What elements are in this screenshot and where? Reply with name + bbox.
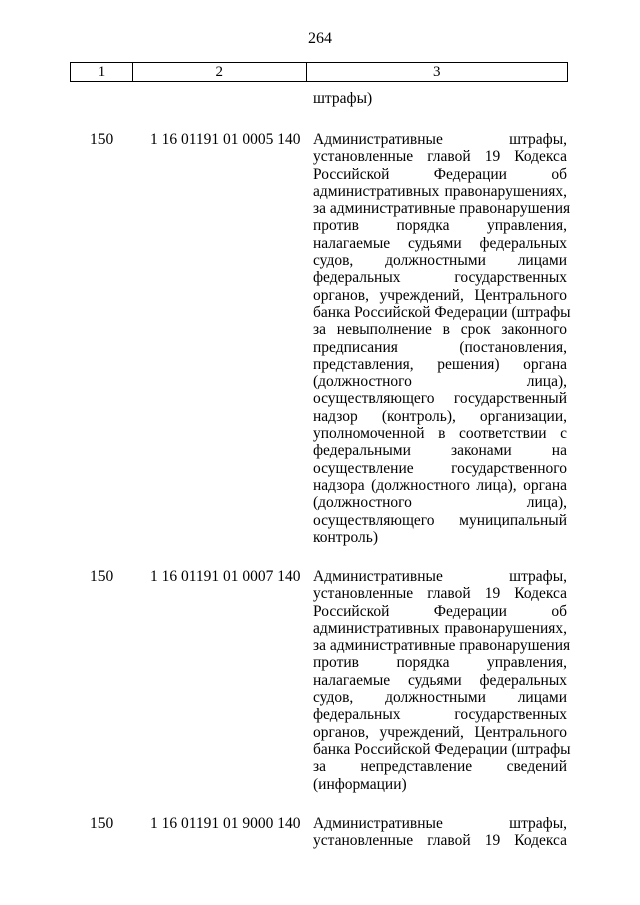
column-header-table [70, 62, 568, 82]
budget-classification-code: 1 16 01191 01 9000 140 [150, 815, 301, 832]
description-line: предписания (постановления, [313, 338, 567, 356]
description-line: установленные главой 19 Кодекса [313, 832, 567, 850]
row-description [313, 568, 571, 793]
continuation-text [313, 90, 567, 107]
row-description [313, 815, 567, 850]
description-line: органов, учреждений, Центрального [313, 723, 567, 741]
description-line: судов, должностными лицами [313, 252, 567, 270]
description-line: надзор (контроль), организации, [313, 407, 567, 425]
description-line: федеральных государственных [313, 706, 567, 724]
description-line: штрафы) [313, 90, 373, 107]
description-line: (информации) [313, 775, 407, 793]
description-line: административных правонарушениях, [313, 619, 567, 637]
admin-code: 150 [90, 131, 114, 148]
description-line: (должностного лица), [313, 494, 567, 512]
description-line: (должностного лица), [313, 373, 567, 391]
description-line: за непредставление сведений [313, 758, 567, 776]
description-line: против порядка управления, [313, 217, 567, 235]
column-header-3: 3 [306, 63, 567, 82]
description-line: установленные главой 19 Кодекса [313, 585, 567, 603]
description-line: федеральными законами на [313, 442, 567, 460]
description-line: контроль) [313, 528, 379, 546]
admin-code: 150 [90, 815, 114, 832]
description-line: против порядка управления, [313, 654, 567, 672]
description-line: Российской Федерации об [313, 165, 567, 183]
description-line: осуществляющего государственный [313, 390, 567, 408]
description-line: банка Российской Федерации (штрафы [313, 303, 571, 321]
column-header-2: 2 [132, 63, 306, 82]
description-line: федеральных государственных [313, 269, 567, 287]
description-line: осуществляющего муниципальный [313, 511, 567, 529]
description-line: налагаемые судьями федеральных [313, 234, 567, 252]
description-line: Административные штрафы, [313, 568, 567, 585]
description-line: банка Российской Федерации (штрафы [313, 740, 571, 758]
column-header-1: 1 [71, 63, 133, 82]
description-line: за невыполнение в срок законного [313, 321, 567, 339]
description-line: надзора (должностного лица), органа [313, 476, 567, 494]
description-line: осуществление государственного [313, 459, 567, 477]
description-line: Российской Федерации об [313, 602, 567, 620]
description-line: органов, учреждений, Центрального [313, 286, 567, 304]
description-line: за административные правонарушения [313, 637, 571, 655]
description-line: Административные штрафы, [313, 131, 567, 148]
description-line: установленные главой 19 Кодекса [313, 148, 567, 166]
description-line: налагаемые судьями федеральных [313, 671, 567, 689]
admin-code: 150 [90, 568, 114, 585]
description-line: Административные штрафы, [313, 815, 567, 832]
description-line: административных правонарушениях, [313, 182, 567, 200]
description-line: уполномоченной в соответствии с [313, 425, 567, 443]
description-line: представления, решения) органа [313, 355, 567, 373]
page-number: 264 [308, 30, 332, 47]
description-line: за административные правонарушения [313, 200, 571, 218]
budget-classification-code: 1 16 01191 01 0005 140 [150, 131, 301, 148]
description-line: судов, должностными лицами [313, 689, 567, 707]
row-description [313, 131, 571, 546]
budget-classification-code: 1 16 01191 01 0007 140 [150, 568, 301, 585]
